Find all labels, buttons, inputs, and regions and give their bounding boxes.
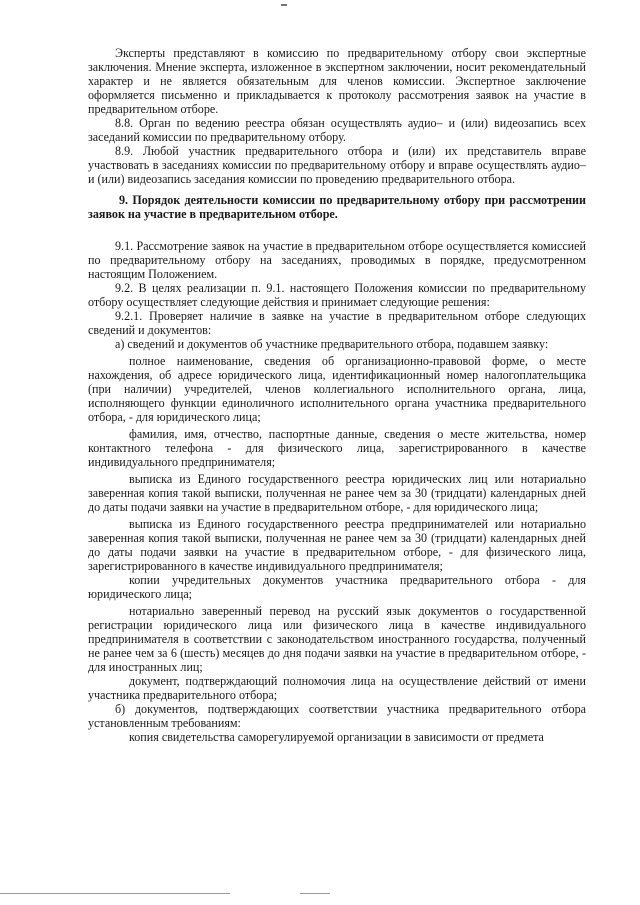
paragraph-8-9: 8.9. Любой участник предварительного отбора и (или) их представитель вправе участвовать в заседаниях комиссии по предварительному отбору и вправе осуществлять аудио– и (или) видеозапись заседания комиссии по проведению предварительного отбора. [88, 144, 586, 186]
list-item-egrul-extract: выписка из Единого государственного реестра юридических лиц или нотариально заверенная копия такой выписки, полученная не ранее чем за 30 (тридцати) календарных дней до даты подачи заявки на участие в предварительном отборе, - для юридического лица; [88, 472, 586, 514]
list-item-surname: фамилия, имя, отчество, паспортные данные, сведения о месте жительства, номер контактного телефона - для физического лица, зарегистрированного в качестве индивидуального предпринимателя; [88, 427, 586, 469]
list-item-founding-documents: копии учредительных документов участника предварительного отбора - для юридического лица; [88, 573, 586, 601]
paragraph-9-2-1: 9.2.1. Проверяет наличие в заявке на участие в предварительном отборе следующих сведений и документов: [88, 309, 586, 337]
list-item-authority-document: документ, подтверждающий полномочия лица на осуществление действий от имени участника предварительного отбора; [88, 674, 586, 702]
list-item-sro-certificate: копия свидетельства саморегулируемой организации в зависимости от предмета [129, 730, 544, 744]
scan-mark [281, 4, 287, 6]
section-9-heading: 9. Порядок деятельности комиссии по предварительному отбору при рассмотрении заявок на участие в предварительном отборе. [88, 193, 586, 221]
scan-edge-line [300, 893, 330, 894]
scan-edge-line [0, 893, 230, 894]
list-item-notarized-translation: нотариально заверенный перевод на русский язык документов о государственной регистрации юридического лица или физического лица в качестве индивидуального предпринимателя в соответствии с законодательством иностранного государства, полученный не ранее чем за 6 (шесть) месяцев до дня подачи заявки на участие в предварительном отборе, - для иностранных лиц; [88, 604, 586, 674]
paragraph-9-2: 9.2. В целях реализации п. 9.1. настоящего Положения комиссии по предварительному отбору осуществляет следующие действия и принимает следующие решения: [88, 281, 586, 309]
paragraph-9-1: 9.1. Рассмотрение заявок на участие в предварительном отборе осуществляется комиссией по предварительному отбору на заседаниях, проводимых в порядке, предусмотренном настоящим Положением. [88, 239, 586, 281]
list-item-b: б) документов, подтверждающих соответствии участника предварительного отбора установленным требованиям: [88, 702, 586, 730]
list-item-a: а) сведений и документов об участнике предварительного отбора, подавшем заявку: [115, 337, 549, 351]
list-item-full-name: полное наименование, сведения об организационно-правовой форме, о месте нахождения, об адресе юридического лица, идентификационный номер налогоплательщика (при наличии) учредителей, членов коллегиального исполнительного органа, лица, исполняющего функции единоличного исполнительного органа участника предварительного отбора, - для юридического лица; [88, 354, 586, 424]
list-item-egrip-extract: выписка из Единого государственного реестра предпринимателей или нотариально заверенная копия такой выписки, полученная не ранее чем за 30 (тридцати) календарных дней до даты подачи заявки на участие в предварительном отборе, - для физического лица, зарегистрированного в качестве индивидуального предпринимателя; [88, 517, 586, 573]
paragraph-experts: Эксперты представляют в комиссию по предварительному отбору свои экспертные заключения. Мнение эксперта, изложенное в экспертном заключении, носит рекомендательный характер и не является обязательным для членов комиссии. Экспертное заключение оформляется письменно и прикладывается к протоколу рассмотрения заявок на участие в предварительном отборе. [88, 46, 586, 116]
paragraph-8-8: 8.8. Орган по ведению реестра обязан осуществлять аудио– и (или) видеозапись всех заседаний комиссии по предварительному отбору. [88, 116, 586, 144]
document-body [88, 46, 586, 744]
